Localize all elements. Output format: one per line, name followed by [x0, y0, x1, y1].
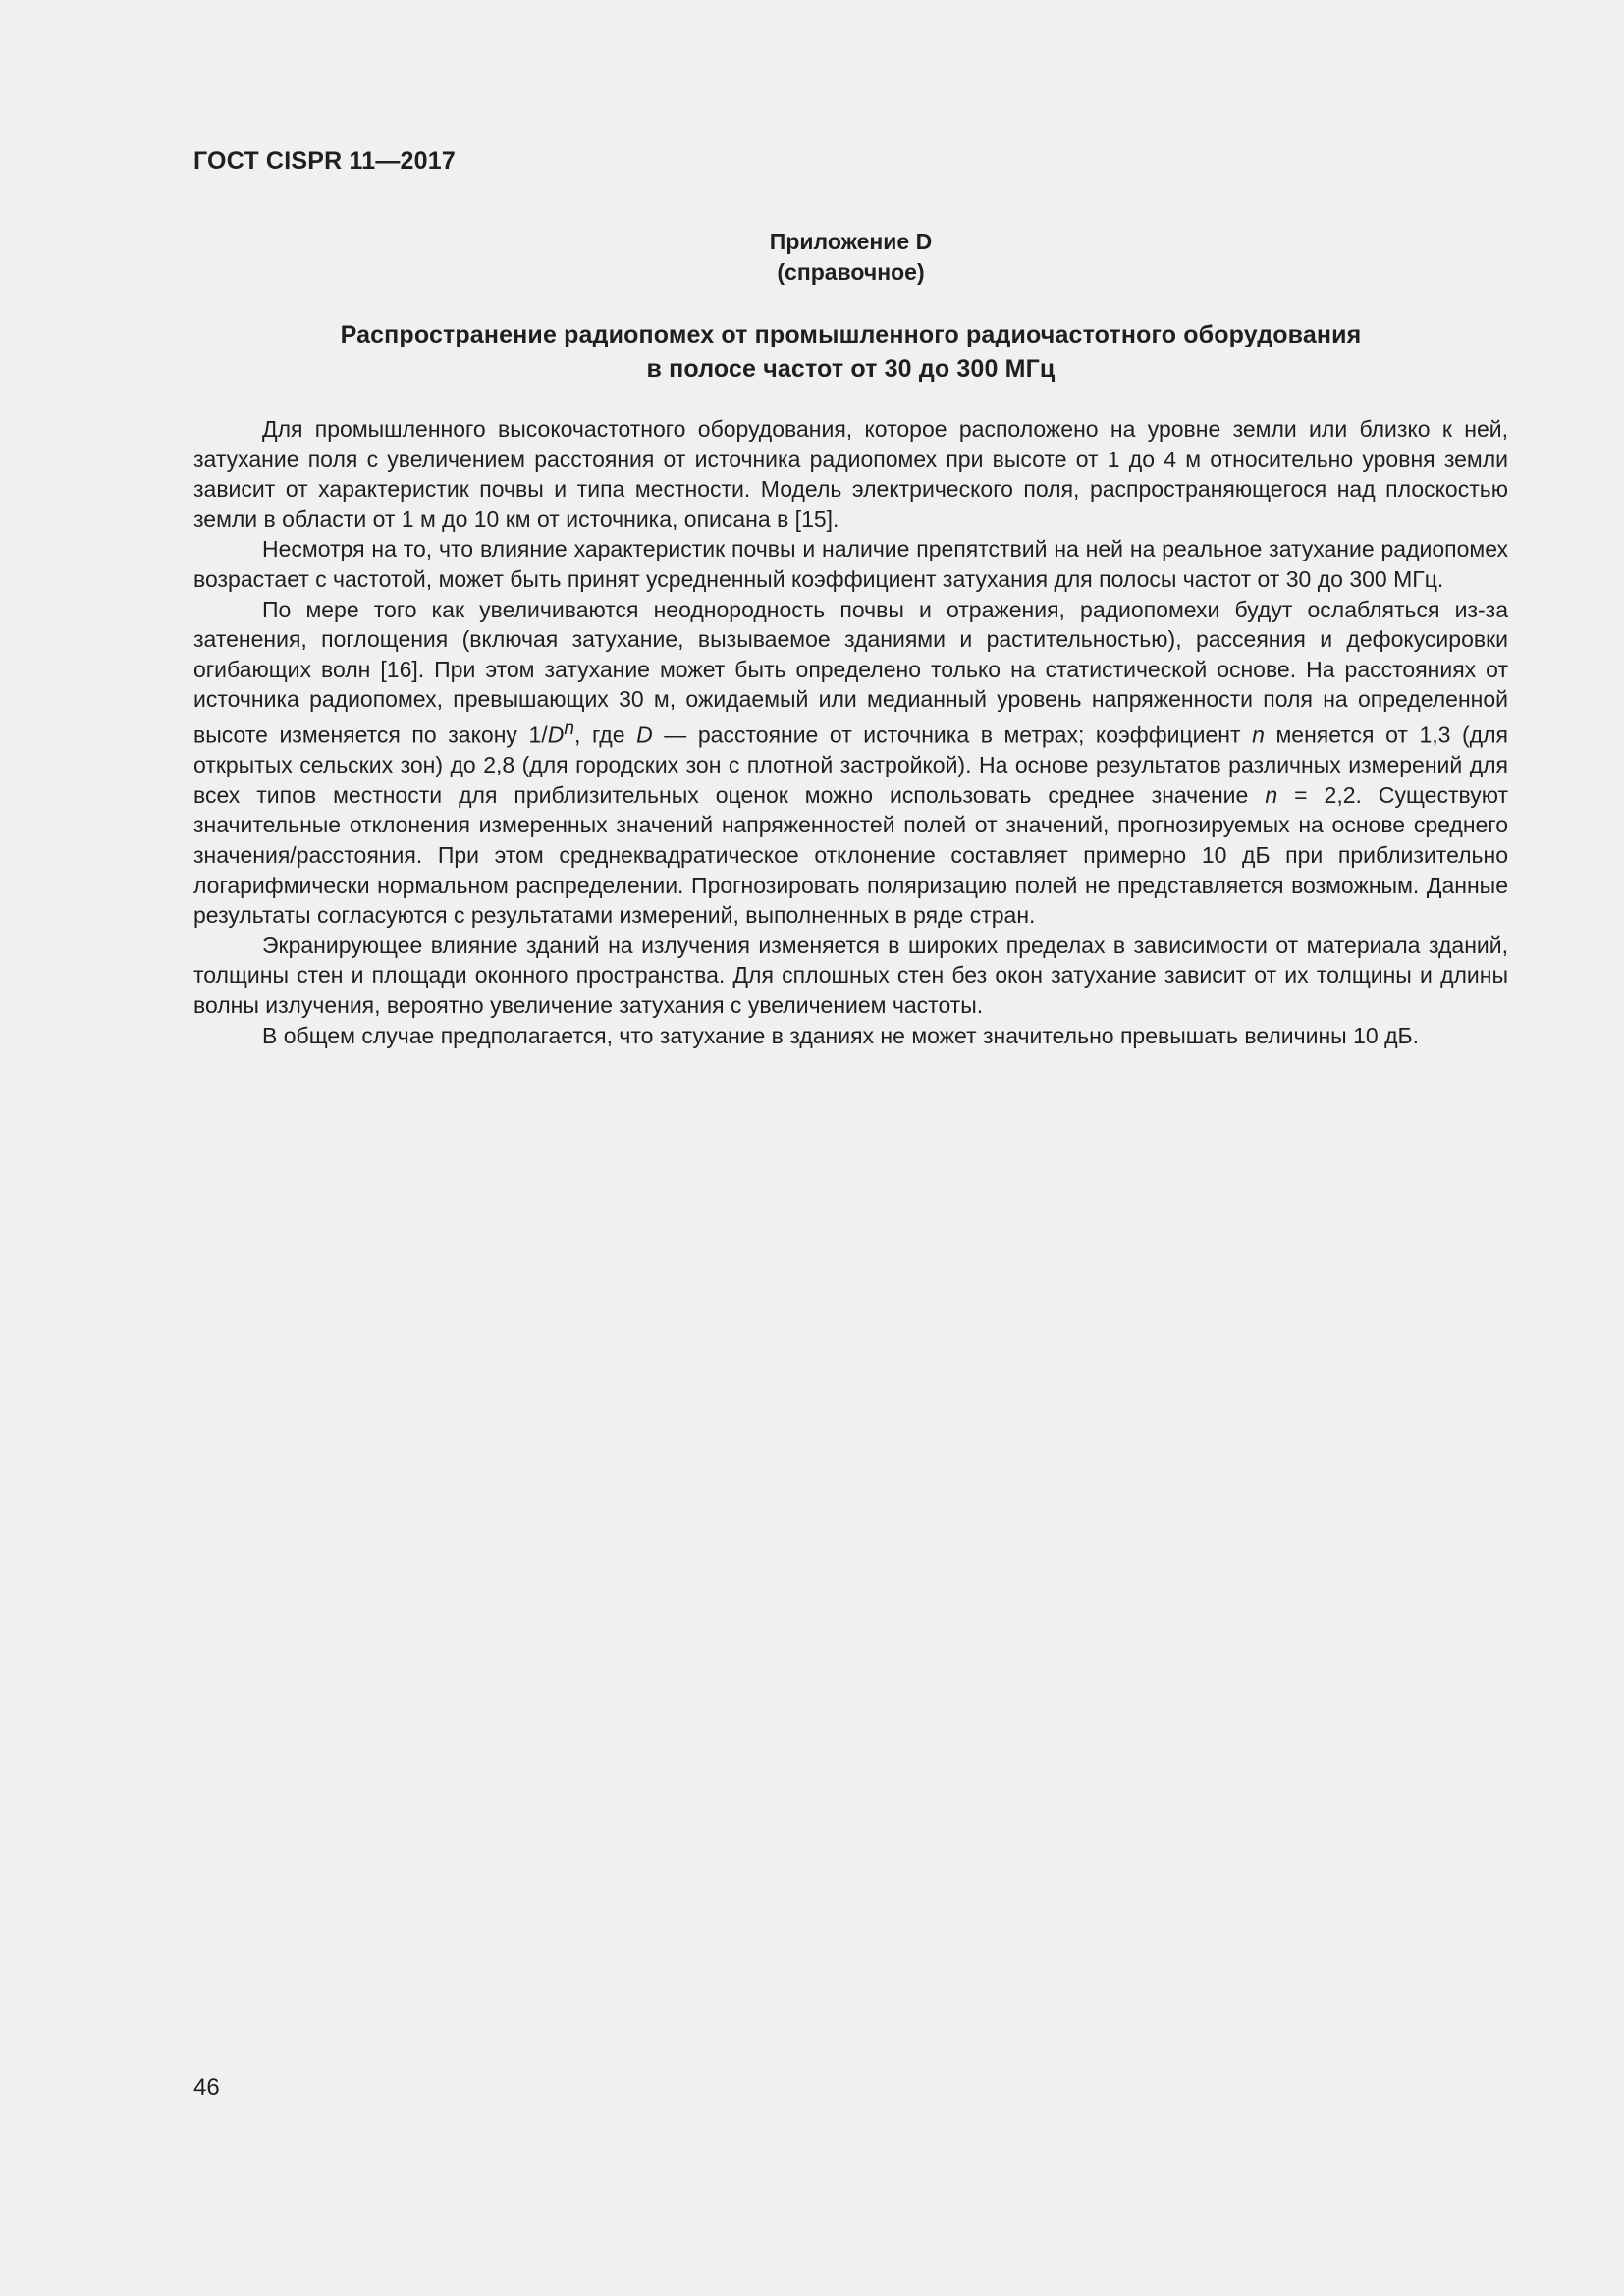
- variable-n: n: [1252, 721, 1265, 748]
- paragraph-3: [193, 595, 1508, 931]
- variable-d: D: [547, 721, 565, 748]
- appendix-heading: [193, 227, 1508, 288]
- paragraph-1: Для промышленного высокочастотного оборудования, которое расположено на уровне земли или близко к ней, затухание поля с увеличением расстояния от источника радиопомех при высоте от 1 до 4 м относительно уровня земли зависит от характеристик почвы и типа местности. Модель электрического поля, распространяющегося над плоскостью земли в области от 1 м до 10 км от источника, описана в [15].: [193, 416, 1508, 532]
- body-text: [193, 414, 1508, 1050]
- paragraph-3-text-4: меняется от 1,3 (для открытых сельских зон) до 2,8 (для городских зон с плотной застройкой). На основе результатов различных измерений для всех типов местности для приблизительных оценок можно использовать среднее значение: [193, 721, 1508, 808]
- document-code-header: ГОСТ CISPR 11—2017: [193, 147, 456, 175]
- exponent-n: n: [564, 718, 574, 739]
- paragraph-3-text-1: По мере того как увеличиваются неоднородность почвы и отражения, радиопомехи будут ослабляться из-за затенения, поглощения (включая затухание, вызываемое зданиями и растительностью), рассеяния и дефокусировки огибающих волн [16]. При этом затухание может быть определено только на статистической основе. На расстояниях от источника радиопомех, превышающих 30 м, ожидаемый или медианный уровень напряженности поля на определенной высоте изменяется по закону 1/: [193, 596, 1508, 748]
- paragraph-3-text-5: = 2,2. Существуют значительные отклонения измеренных значений напряженностей полей от значений, прогнозируемых на основе среднего значения/расстояния. При этом среднеквадратическое отклонение составляет примерно 10 дБ при приблизительно логарифмически нормальном распределении. Прогнозировать поляризацию полей не представляется возможным. Данные результаты согласуются с результатами измерений, выполненных в ряде стран.: [193, 781, 1509, 929]
- paragraph-3-text-2: , где: [573, 721, 637, 748]
- page-number: 46: [193, 2074, 220, 2101]
- section-title-line-1: Распространение радиопомех от промышленного радиочастотного оборудования: [340, 321, 1362, 348]
- paragraph-2: Несмотря на то, что влияние характеристик почвы и наличие препятствий на ней на реальное затухание радиопомех возрастает с частотой, может быть принят усредненный коэффициент затухания для полосы частот от 30 до 300 МГц.: [193, 536, 1508, 592]
- variable-n-2: n: [1265, 781, 1278, 808]
- section-title-line-2: в полосе частот от 30 до 300 МГц: [646, 355, 1056, 383]
- paragraph-3-text-3: — расстояние от источника в метрах; коэффициент: [652, 721, 1253, 748]
- variable-d-2: D: [636, 721, 653, 748]
- paragraph-4: Экранирующее влияние зданий на излучения изменяется в широких пределах в зависимости от материала зданий, толщины стен и площади оконного пространства. Для сплошных стен без окон затухание зависит от их толщины и длины волны излучения, вероятно увеличение затухания с увеличением частоты.: [193, 932, 1508, 1018]
- appendix-kind: (справочное): [777, 259, 925, 285]
- appendix-label: Приложение D: [769, 229, 933, 254]
- section-title: [193, 318, 1508, 387]
- paragraph-5: В общем случае предполагается, что затухание в зданиях не может значительно превышать величины 10 дБ.: [262, 1022, 1419, 1048]
